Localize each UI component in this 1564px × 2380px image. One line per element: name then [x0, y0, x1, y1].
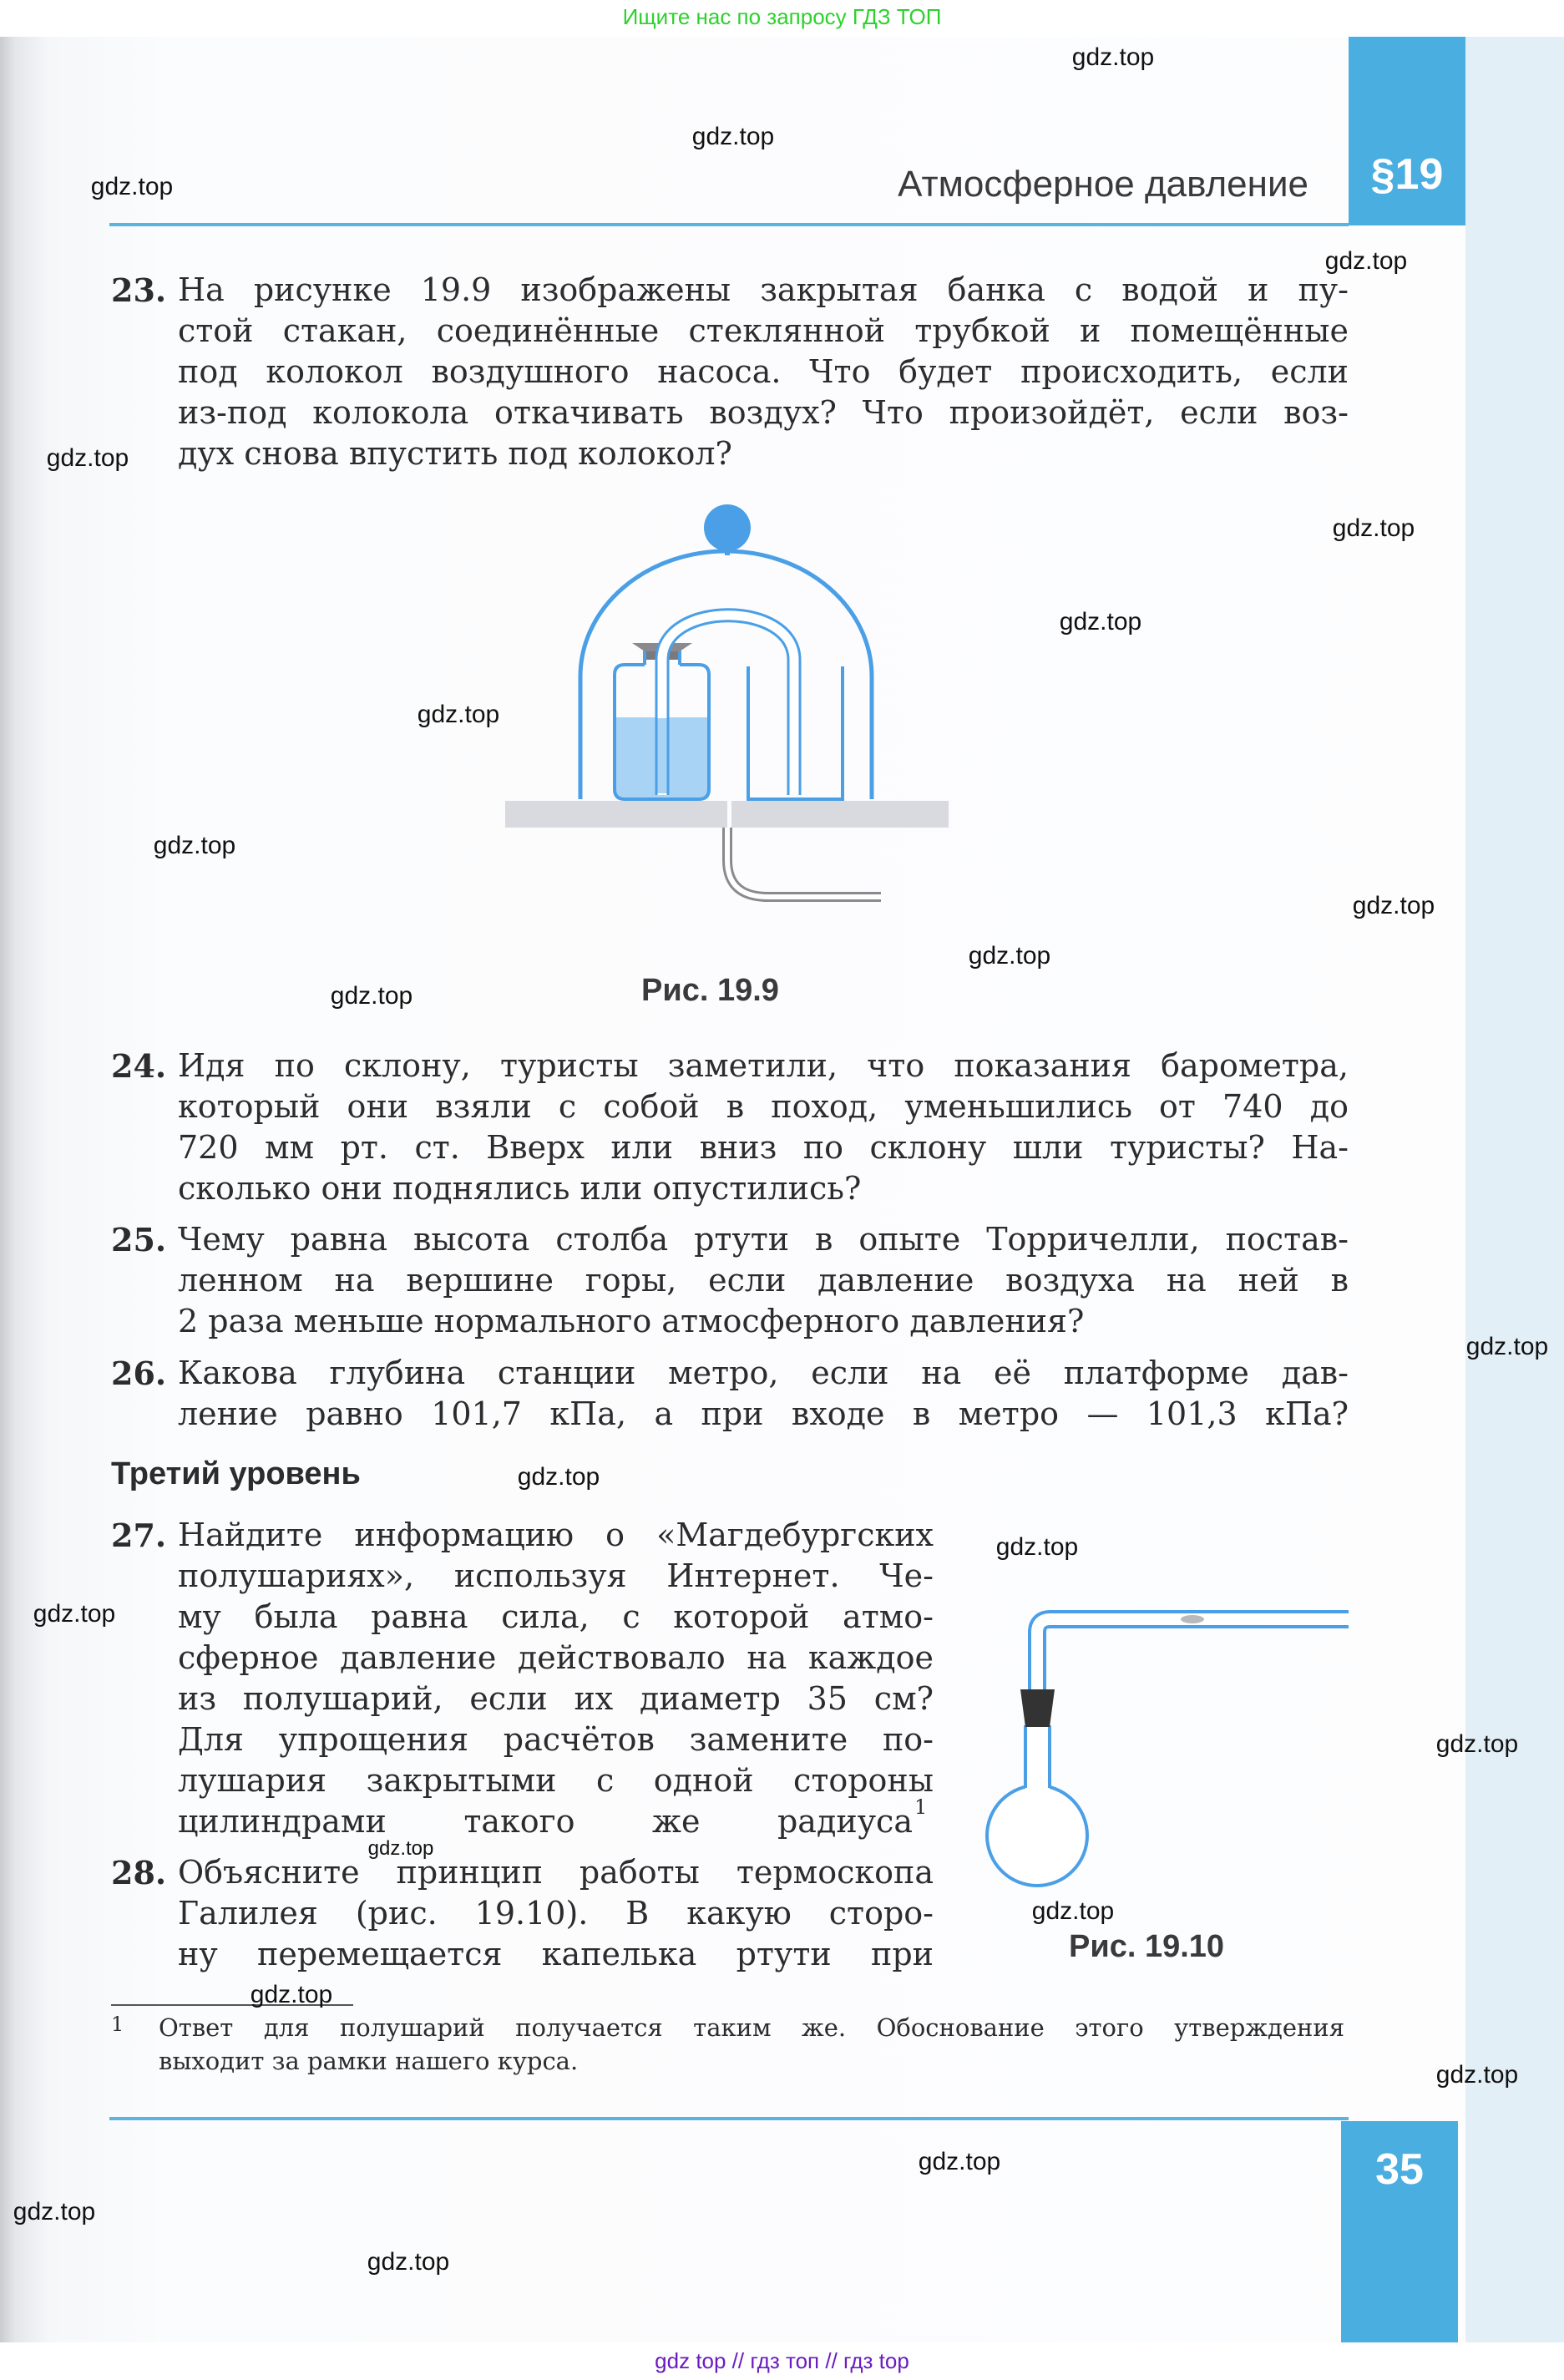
watermark: gdz.top	[1352, 892, 1435, 919]
watermark: gdz.top	[1071, 43, 1155, 71]
watermark: gdz.top	[250, 1981, 333, 2008]
task-line: ление равно 101,7 кПа, а при входе в метро — 101,3 кПа?	[178, 1395, 1349, 1432]
task-number: 28.	[111, 1854, 167, 1891]
task-line: лушария закрытыми с одной стороны	[178, 1762, 934, 1799]
watermark: gdz.top	[995, 1533, 1079, 1561]
footnote-mark: 1	[111, 2013, 124, 2036]
task-line: из полушарий, если их диаметр 35 см?	[178, 1680, 934, 1717]
watermark: gdz.top	[1435, 1730, 1519, 1758]
task-line: цилиндрами такого же радиуса	[178, 1803, 913, 1840]
watermark: gdz.top	[367, 2248, 450, 2276]
footnote-line: Ответ для полушарий получается таким же. Обоснование этого утверждения	[159, 2013, 1344, 2042]
task-line: дух снова впустить под колокол?	[178, 435, 732, 472]
watermark: gdz.top	[1031, 1897, 1115, 1925]
watermark: gdz.top	[918, 2148, 1001, 2175]
task-line: Галилея (рис. 19.10). В какую сторо-	[178, 1895, 934, 1932]
top-banner[interactable]: Ищите нас по запросу ГДЗ ТОП	[0, 0, 1564, 37]
section-number: §19	[1370, 150, 1444, 199]
watermark: gdz.top	[13, 2198, 96, 2226]
task-line: под колокол воздушного насоса. Что будет происходить, если	[178, 353, 1349, 390]
watermark: gdz.top	[1465, 1333, 1549, 1360]
task-line: 2 раза меньше нормального атмосферного давления?	[178, 1303, 1085, 1339]
task-line: му была равна сила, с которой атмо-	[178, 1598, 934, 1635]
footnote-reference[interactable]: 1	[914, 1795, 928, 1819]
watermark: gdz.top	[1324, 247, 1408, 275]
task-line: ну перемещается капелька ртути при	[178, 1936, 934, 1972]
task-line: Чему равна высота столба ртути в опыте Торричелли, постав-	[178, 1221, 1349, 1258]
page-header-title: Атмосферное давление	[898, 164, 1308, 205]
watermark: gdz.top	[417, 701, 500, 728]
task-line: Какова глубина станции метро, если на её платформе дав-	[178, 1355, 1349, 1391]
level-heading: Третий уровень	[111, 1456, 361, 1491]
watermark: gdz.top	[90, 173, 174, 200]
task-line: Для упрощения расчётов замените по-	[178, 1721, 934, 1758]
task-line: сферное давление действовало на каждое	[178, 1639, 934, 1676]
watermark: gdz.top	[46, 444, 129, 472]
watermark: gdz.top	[33, 1600, 116, 1628]
watermark: gdz.top	[1435, 2061, 1519, 2089]
task-line: Найдите информацию о «Магдебургских	[178, 1517, 934, 1553]
task-number: 23.	[111, 271, 167, 309]
watermark: gdz.top	[367, 1837, 434, 1860]
watermark: gdz.top	[330, 982, 413, 1010]
task-number: 27.	[111, 1517, 167, 1554]
watermark: gdz.top	[968, 942, 1051, 970]
watermark: gdz.top	[517, 1463, 600, 1491]
watermark: gdz.top	[691, 123, 775, 150]
task-line: стой стакан, соединённые стеклянной трубкой и помещённые	[178, 312, 1349, 349]
task-line: 720 мм рт. ст. Вверх или вниз по склону шли туристы? На-	[178, 1129, 1349, 1166]
task-line: из-под колокола откачивать воздух? Что произойдёт, если воз-	[178, 394, 1349, 431]
task-number: 24.	[111, 1047, 167, 1085]
footnote-line: выходит за рамки нашего курса.	[159, 2047, 579, 2075]
task-number: 25.	[111, 1221, 167, 1258]
footer-divider	[109, 2117, 1349, 2120]
page-number: 35	[1375, 2145, 1424, 2194]
task-line: Идя по склону, туристы заметили, что показания барометра,	[178, 1047, 1349, 1084]
header-divider	[109, 223, 1349, 226]
task-line: который они взяли с собой в поход, уменьшились от 740 до	[178, 1088, 1349, 1125]
bottom-banner[interactable]: gdz top // гдз топ // гдз top	[0, 2342, 1564, 2380]
right-page-edge	[1465, 37, 1564, 2342]
task-number: 26.	[111, 1355, 167, 1392]
watermark: gdz.top	[1059, 608, 1142, 636]
task-line: сколько они поднялись или опустились?	[178, 1170, 862, 1207]
task-line: ленном на вершине горы, если давление воздуха на ней в	[178, 1262, 1349, 1299]
task-line: На рисунке 19.9 изображены закрытая банка с водой и пу-	[178, 271, 1349, 308]
page-number-tab	[1341, 2121, 1458, 2342]
task-line: полушариях», используя Интернет. Че-	[178, 1557, 934, 1594]
watermark: gdz.top	[1332, 514, 1415, 542]
figure-caption: Рис. 19.9	[641, 973, 779, 1008]
figure-caption: Рис. 19.10	[1069, 1929, 1225, 1964]
task-line: Объясните принцип работы термоскопа	[178, 1854, 934, 1891]
watermark: gdz.top	[153, 832, 236, 859]
section-tab	[1349, 37, 1465, 225]
